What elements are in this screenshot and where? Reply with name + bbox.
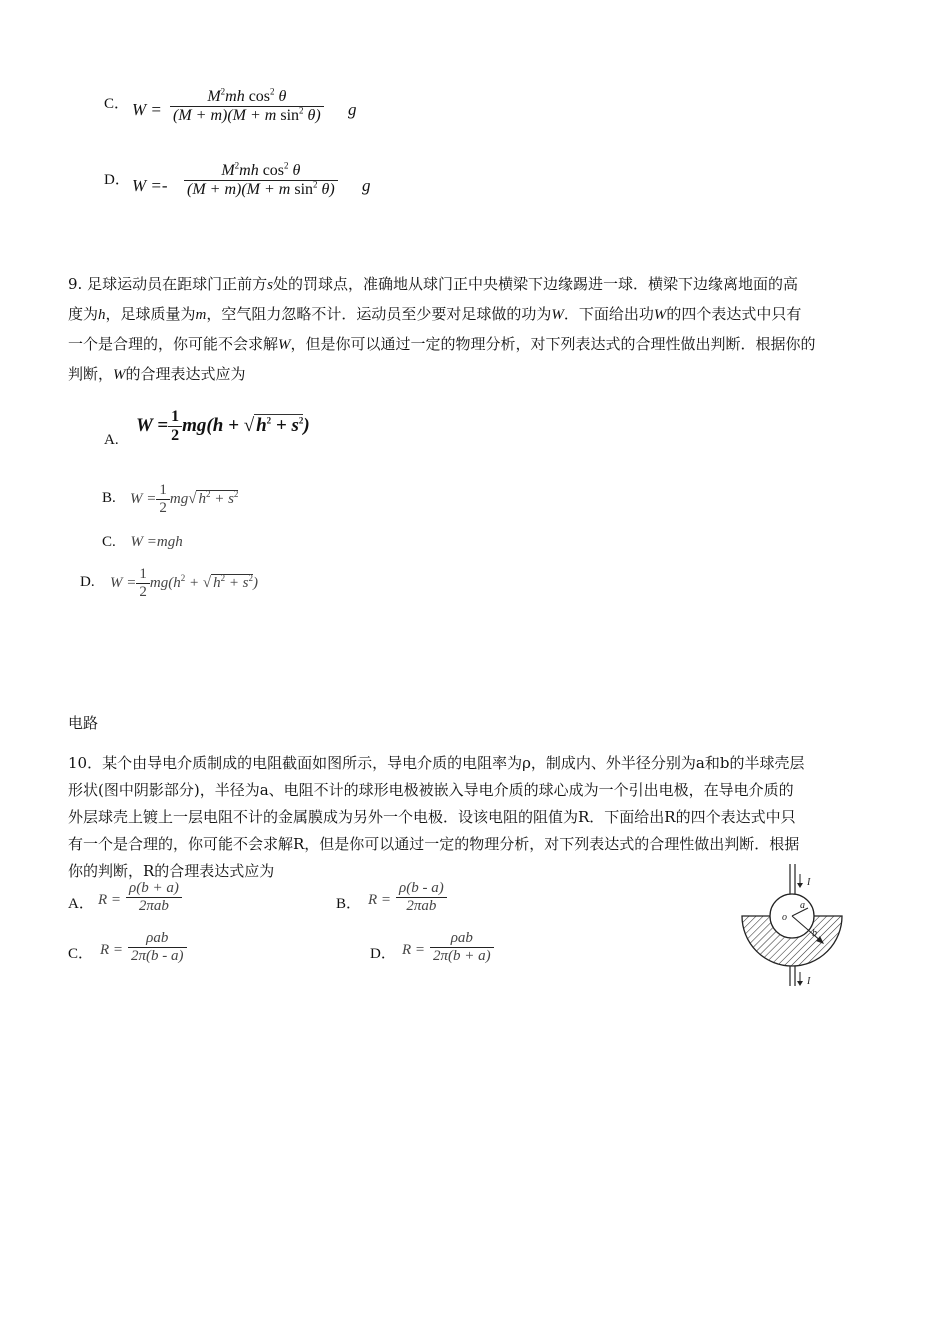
inner-radius-label: a (800, 900, 805, 911)
formula-fraction: $\frac{M^2mh \cos^2 \theta}{(M + m)(M + m \sin^2 \theta)}$ (184, 162, 338, 199)
outer-radius-label: b (812, 928, 817, 939)
q9-stem: 9. 足球运动员在距球门正前方s处的罚球点，准确地从球门正中央横梁下边缘踢进一球．横梁下边缘离地面的高 度为h，足球质量为m，空气阻力忽略不计．运动员至少要对足球做的功为W．下面给出功W的四个表达式中只有 一个是合理的，你可能不会求解W，但是你可以通过一定的物理分析，对下列表达式的合理性做出判断．根据你的 判断，W的合理表达式应为 (68, 275, 816, 383)
center-label: o (782, 912, 787, 923)
hemisphere-resistor-figure (736, 858, 848, 990)
current-label-bottom: I (807, 976, 811, 987)
formula-fraction: $\frac{M^2mh \cos^2 \theta}{(M + m)(M + m \sin^2 \theta)}$ (170, 88, 324, 125)
q10-stem: 10．某个由导电介质制成的电阻截面如图所示，导电介质的电阻率为ρ，制成内、外半径分别为a和b的半球壳层 形状(图中阴影部分)，半径为a、电阻不计的球形电极被嵌入导电介质的球心成为一个引出电极，在导电介质的 外层球壳上镀上一层电阻不计的金属膜成为另外一个电极．设该电阻的阻值为R．下面给出R的四个表达式中只 有一个是合理的，你可能不会求解R，但是你可以通过一定的物理分析，对下列表达式的合理性做出判断．根据 你的判断，R的合理表达式应为 (68, 754, 805, 880)
q9-option-c: C. W =mgh (102, 534, 183, 550)
current-label-top: I (807, 877, 811, 888)
option-label: C． (104, 96, 130, 112)
section-heading: 电路 (68, 714, 99, 732)
option-label: D． (104, 172, 130, 188)
